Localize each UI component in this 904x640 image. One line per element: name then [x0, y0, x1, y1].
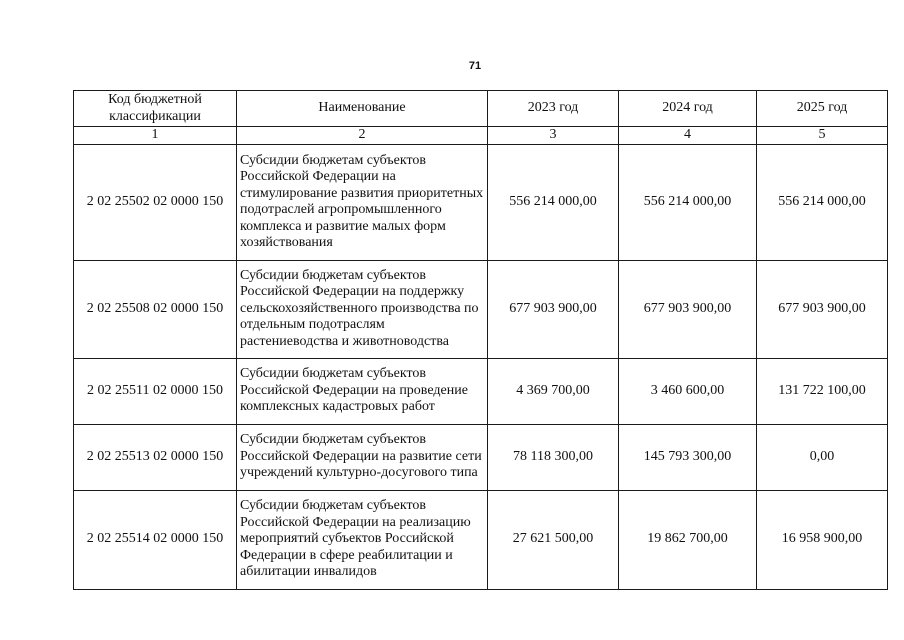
amount-2025-cell: 677 903 900,00 [757, 260, 888, 358]
table-row [74, 490, 888, 589]
header-year-2025: 2025 год [757, 91, 888, 127]
column-number-row [74, 127, 888, 145]
name-cell: Субсидии бюджетам субъектов Российской Федерации на реализацию мероприятий субъектов Российской Федерации в сфере реабилитации и абилитации инвалидов [237, 490, 488, 589]
header-budget-code: Код бюджетной классификации [74, 91, 237, 127]
header-name: Наименование [237, 91, 488, 127]
table-header-row [74, 91, 888, 127]
name-cell: Субсидии бюджетам субъектов Российской Федерации на поддержку сельскохозяйственного производства по отдельным подотраслям растениеводства и животноводства [237, 260, 488, 358]
name-cell: Субсидии бюджетам субъектов Российской Федерации на проведение комплексных кадастровых работ [237, 358, 488, 424]
column-number: 2 [237, 127, 488, 145]
column-number: 1 [74, 127, 237, 145]
budget-code-cell: 2 02 25508 02 0000 150 [74, 260, 237, 358]
amount-2023-cell: 556 214 000,00 [488, 144, 619, 260]
amount-2024-cell: 19 862 700,00 [619, 490, 757, 589]
page-number: 71 [468, 60, 482, 72]
budget-code-cell: 2 02 25513 02 0000 150 [74, 424, 237, 490]
budget-code-cell: 2 02 25511 02 0000 150 [74, 358, 237, 424]
amount-2024-cell: 145 793 300,00 [619, 424, 757, 490]
amount-2025-cell: 131 722 100,00 [757, 358, 888, 424]
table-row [74, 358, 888, 424]
amount-2023-cell: 27 621 500,00 [488, 490, 619, 589]
amount-2025-cell: 0,00 [757, 424, 888, 490]
amount-2024-cell: 677 903 900,00 [619, 260, 757, 358]
column-number: 4 [619, 127, 757, 145]
table-row [74, 260, 888, 358]
amount-2023-cell: 78 118 300,00 [488, 424, 619, 490]
column-number: 3 [488, 127, 619, 145]
name-cell: Субсидии бюджетам субъектов Российской Федерации на развитие сети учреждений культурно-досугового типа [237, 424, 488, 490]
budget-code-cell: 2 02 25502 02 0000 150 [74, 144, 237, 260]
name-cell: Субсидии бюджетам субъектов Российской Федерации на стимулирование развития приоритетных подотраслей агропромышленного комплекса и развитие малых форм хозяйствования [237, 144, 488, 260]
column-number: 5 [757, 127, 888, 145]
amount-2025-cell: 16 958 900,00 [757, 490, 888, 589]
amount-2024-cell: 3 460 600,00 [619, 358, 757, 424]
header-year-2024: 2024 год [619, 91, 757, 127]
table-row [74, 144, 888, 260]
amount-2023-cell: 677 903 900,00 [488, 260, 619, 358]
amount-2024-cell: 556 214 000,00 [619, 144, 757, 260]
budget-revenue-table [73, 90, 888, 590]
amount-2023-cell: 4 369 700,00 [488, 358, 619, 424]
budget-code-cell: 2 02 25514 02 0000 150 [74, 490, 237, 589]
header-year-2023: 2023 год [488, 91, 619, 127]
table-row [74, 424, 888, 490]
amount-2025-cell: 556 214 000,00 [757, 144, 888, 260]
